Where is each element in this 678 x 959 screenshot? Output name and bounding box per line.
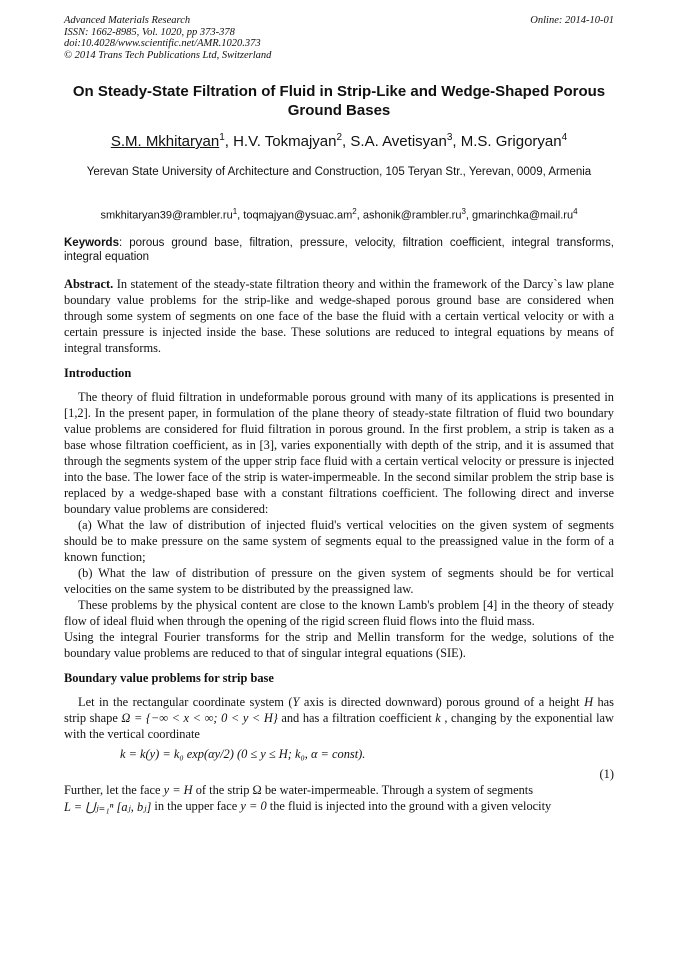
online-date: Online: 2014-10-01 xyxy=(530,15,614,26)
email-address[interactable]: toqmajyan@ysuac.am xyxy=(243,209,353,222)
abstract-text: In statement of the steady-state filtration theory and within the framework of the Darcy`s law plane boundary value problems for the strip-like and wedge-shaped porous ground base are considered when through some system of segments on one face of the base the fluid with a certain vertical velocity or with a certain pressure is injected inside the base. These solutions are reduced to integral equations by means of integral transforms. xyxy=(64,277,614,355)
section2-paragraph xyxy=(64,798,614,815)
math-var: Y xyxy=(292,695,300,709)
email-mark: 2 xyxy=(352,207,357,216)
email-separator: , xyxy=(237,209,244,222)
keywords-text: : porous ground base, filtration, pressure, velocity, filtration coefficient, integral transforms, integral equation xyxy=(64,237,614,263)
email-address[interactable]: ashonik@rambler.ru xyxy=(362,209,462,222)
email-list xyxy=(64,207,614,222)
author-list xyxy=(64,132,614,150)
section2-paragraph xyxy=(64,694,614,742)
text-run: Let in the rectangular coordinate system ( xyxy=(78,695,293,709)
author-affiliation-mark: 4 xyxy=(561,132,568,143)
author-affiliation-mark: 2 xyxy=(336,132,343,143)
journal-header xyxy=(64,15,614,61)
text-run: has strip shape xyxy=(64,695,614,725)
abstract-label: Abstract. xyxy=(64,277,114,291)
intro-paragraph: The theory of fluid filtration in undeformable porous ground with many of its applications is presented in [1,2]. In the present paper, in formulation of the plane theory of steady-state filtration of fluid two boundary value problems are considered for fluid filtration in porous ground. In the first problem, a strip is taken as a base whose filtration coefficient, as in [3], varies exponentially with depth of the strip, and it is assumed that through the segments system of the upper strip face fluid with a certain vertical velocity or pressure is injected into the base. The lower face of the strip is water-impermeable. In the second similar problem the strip base is replaced by a wedge-shaped base with a constant filtrations coefficient. The following direct and inverse boundary value problems are considered: xyxy=(64,390,614,516)
intro-paragraph: (a) What the law of distribution of injected fluid's vertical velocities on the given system of segments should be to make pressure on the same system of segments equal to the preassigned value in the form of a known function; xyxy=(64,518,614,564)
issn-line: ISSN: 1662-8985, Vol. 1020, pp 373-378 xyxy=(64,26,235,38)
intro-paragraph: These problems by the physical content are close to the known Lamb's problem [4] in the theory of steady flow of ideal fluid when through the opening of the rigid screen fluid flows into the fluid mass. xyxy=(64,598,614,628)
equation-1 xyxy=(64,742,614,766)
author-name[interactable]: S.M. Mkhitaryan xyxy=(110,133,220,150)
text-run: of the strip Ω be water-impermeable. Through a system of segments xyxy=(192,783,534,797)
keywords-label: Keywords xyxy=(64,237,119,249)
email-mark: 3 xyxy=(461,207,466,216)
intro-paragraph: Using the integral Fourier transforms for the strip and Mellin transform for the wedge, solutions of the boundary value problems are reduced to that of singular integral equations (SIE). xyxy=(64,630,614,660)
text-run: in the upper face xyxy=(151,799,241,813)
author-separator: , xyxy=(224,133,234,150)
intro-paragraph: (b) What the law of distribution of pressure on the given system of segments should be for vertical velocities on the same system to be distributed by the preassigned law. xyxy=(64,566,614,596)
author-separator: , xyxy=(342,133,351,150)
math-set: Ω = {−∞ < x < ∞; 0 < y < H} xyxy=(121,711,278,725)
email-separator: , xyxy=(465,209,473,222)
math-var: H xyxy=(584,695,594,709)
author-name: M.S. Grigoryan xyxy=(460,133,562,150)
author-name: S.A. Avetisyan xyxy=(350,133,447,150)
affiliation: Yerevan State University of Architecture and Construction, 105 Teryan Str., Yerevan, 0009, Armenia xyxy=(86,166,592,178)
email-address[interactable]: smkhitaryan39@rambler.ru xyxy=(100,209,233,222)
math-union: L = ⋃ⱼ₌₁ⁿ [aⱼ, bⱼ] xyxy=(64,800,152,815)
paper-title: On Steady-State Filtration of Fluid in Strip-Like and Wedge-Shaped Porous Ground Bases xyxy=(72,83,606,119)
author-affiliation-mark: 1 xyxy=(219,132,225,143)
text-run: , changing by the exponential law with the vertical coordinate xyxy=(64,711,615,741)
section2-paragraph xyxy=(64,782,614,798)
abstract xyxy=(64,276,614,356)
copyright-line: © 2014 Trans Tech Publications Ltd, Switzerland xyxy=(64,49,272,61)
section-heading-introduction: Introduction xyxy=(64,366,132,380)
math-var: k xyxy=(435,711,441,725)
email-mark: 1 xyxy=(232,207,238,216)
journal-name: Advanced Materials Research xyxy=(64,15,191,26)
author-separator: , xyxy=(452,133,461,150)
text-run: Further, let the face xyxy=(64,783,164,797)
equation-formula: k = k(y) = k₀ exp(αy/2) (0 ≤ y ≤ H; k₀, α = const). xyxy=(120,747,366,761)
doi-line: doi:10.4028/www.scientific.net/AMR.1020.373 xyxy=(64,38,261,49)
text-run: axis is directed downward) porous ground of a height xyxy=(299,695,585,709)
equation-number: (1) xyxy=(599,767,614,781)
main-text xyxy=(64,276,614,815)
keywords-block xyxy=(64,236,614,264)
text-run: and has a filtration coefficient xyxy=(277,711,436,725)
section-heading-strip-base: Boundary value problems for strip base xyxy=(64,671,274,685)
email-address[interactable]: gmarinchka@mail.ru xyxy=(472,209,574,222)
text-run: the fluid is injected into the ground with a given velocity xyxy=(266,799,552,813)
author-affiliation-mark: 3 xyxy=(446,132,453,143)
email-mark: 4 xyxy=(573,207,578,216)
math-var: y = H xyxy=(163,783,193,797)
email-separator: , xyxy=(356,209,363,222)
math-var: y = 0 xyxy=(240,799,267,813)
author-name: H.V. Tokmajyan xyxy=(233,133,337,150)
